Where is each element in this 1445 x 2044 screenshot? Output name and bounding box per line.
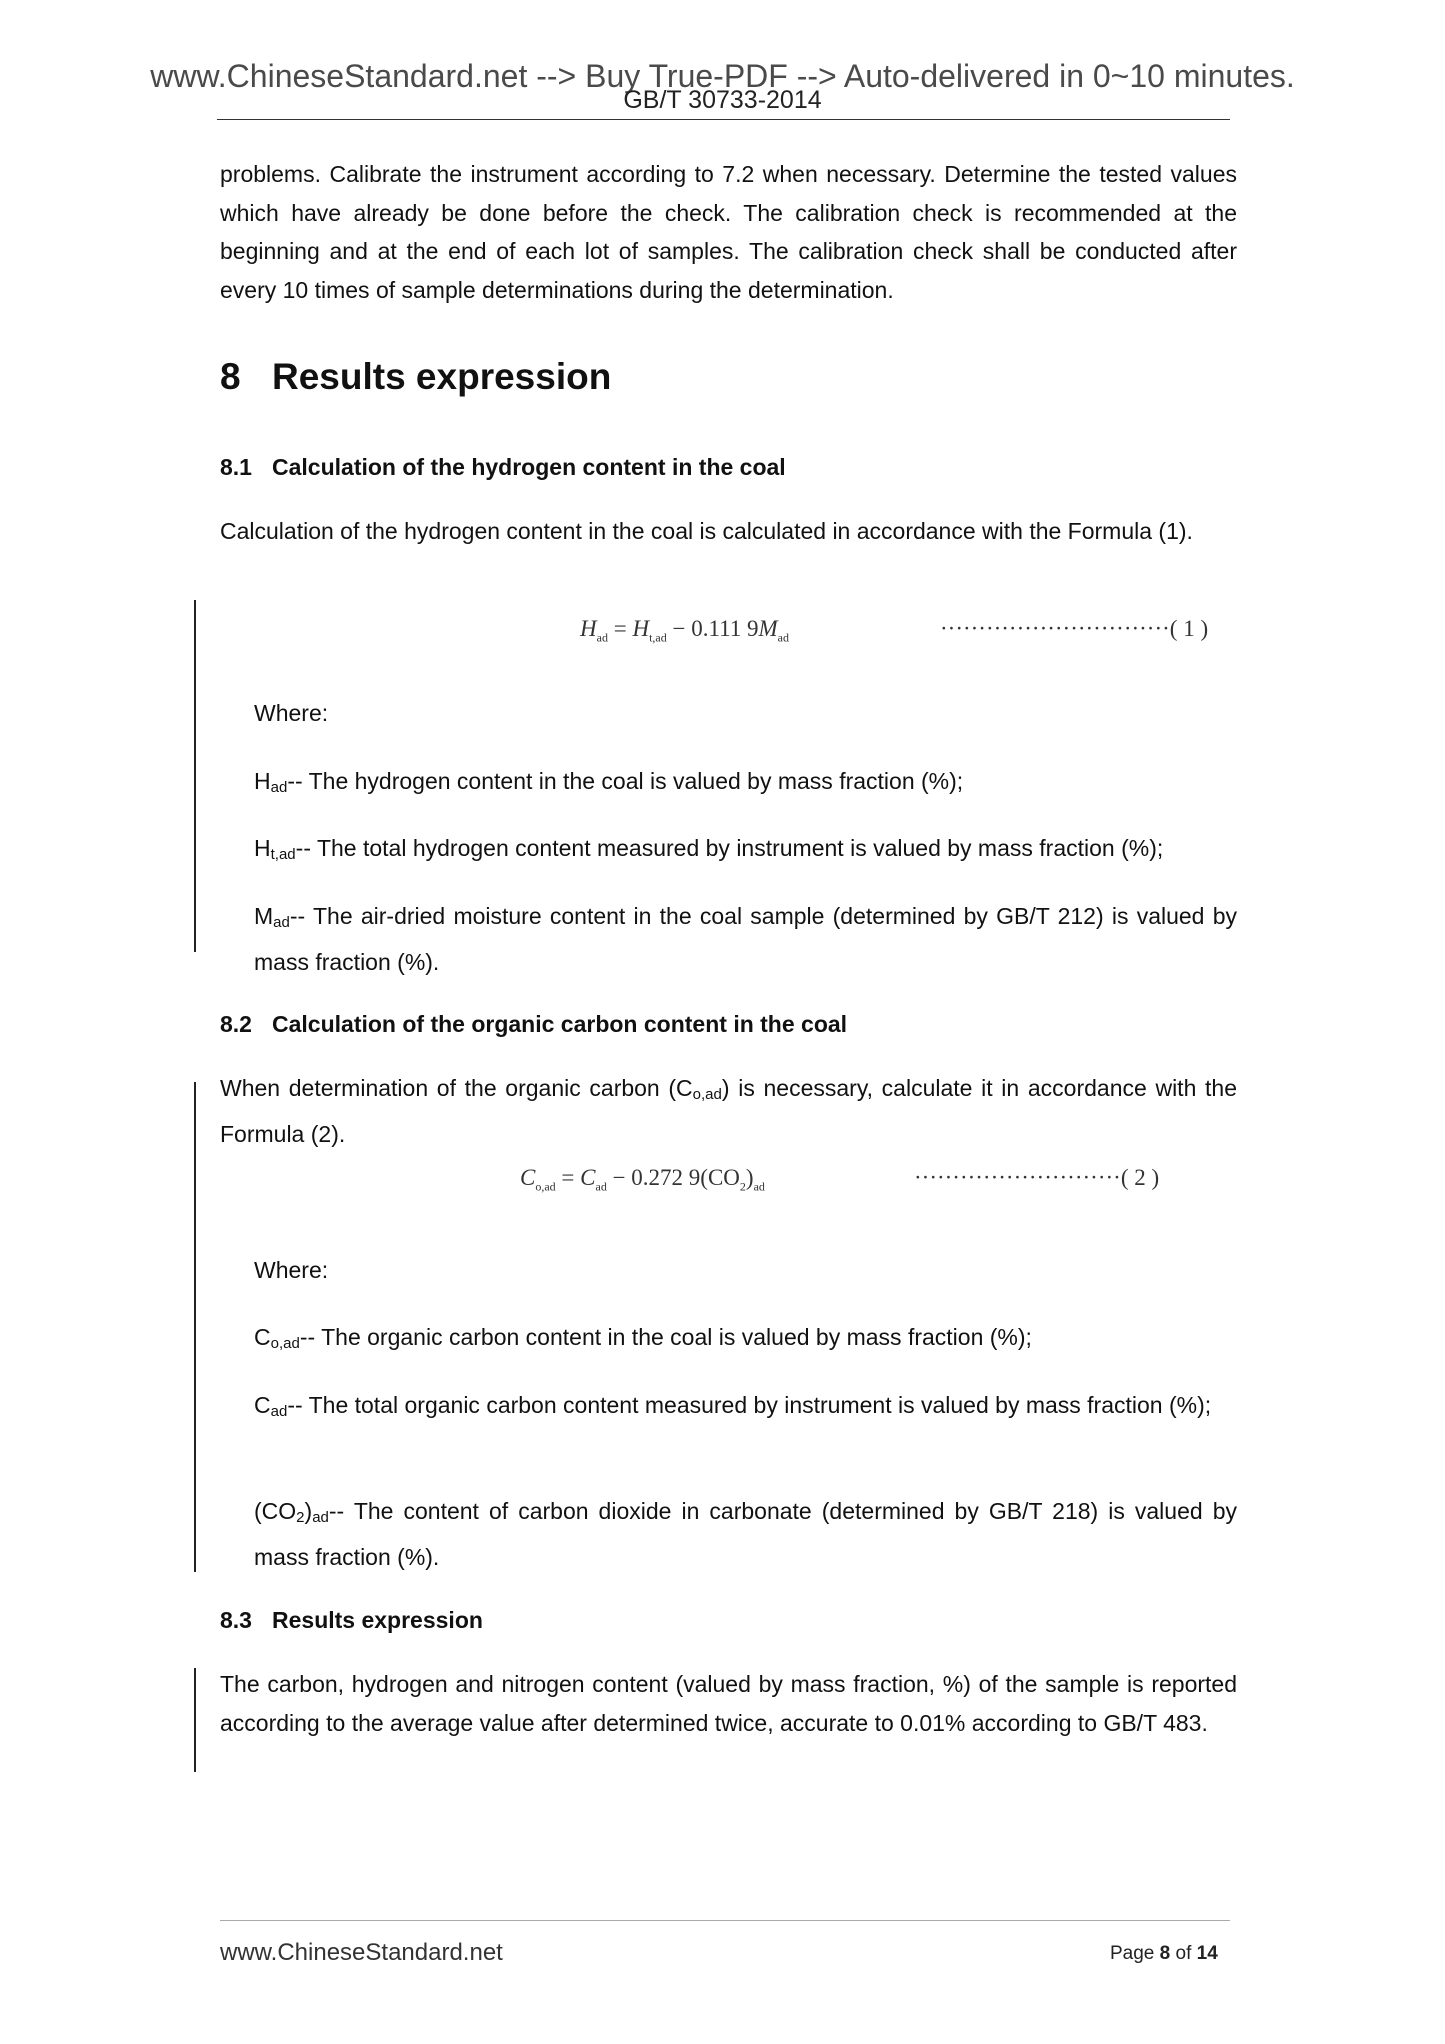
definition-symbol: H (254, 835, 271, 861)
formula-subscript: o,ad (535, 1179, 556, 1194)
definition-paren: ) (304, 1498, 313, 1524)
formula-subscript: t,ad (649, 630, 667, 645)
section-title: Results expression (272, 356, 612, 397)
definition-subscript: t,ad (270, 846, 296, 863)
header-divider (217, 119, 1230, 120)
formula-subscript: ad (753, 1179, 765, 1194)
top-banner: www.ChineseStandard.net --> Buy True-PDF --> Auto-delivered in 0~10 minutes. (150, 58, 1295, 94)
definition-co2-ad (254, 1492, 1237, 1576)
formula-1 (580, 616, 789, 646)
formula-leader-dots: ··························· (914, 1165, 1121, 1190)
definition-subscript: 2 (296, 1509, 305, 1526)
definition-text: -- The content of carbon dioxide in carbonate (determined by GB/T 218) is valued by mass fraction (%). (254, 1498, 1237, 1570)
footer-divider (220, 1920, 1230, 1921)
subsection-number: 8.3 (220, 1607, 252, 1633)
formula-operator: − 0.272 9(CO (606, 1165, 740, 1190)
subsection-8-1-text: Calculation of the hydrogen content in the coal is calculated in accordance with the Formula (1). (220, 518, 1193, 544)
section-8-heading (220, 355, 1237, 399)
formula-symbol: M (758, 616, 778, 641)
text-part: When determination of the organic carbon (C (220, 1075, 693, 1101)
definition-subscript: o,ad (270, 1335, 300, 1352)
formula-symbol: C (520, 1165, 536, 1190)
subsection-title: Results expression (272, 1607, 483, 1633)
subsection-8-3-text-block (220, 1665, 1237, 1742)
page-word: Page (1110, 1943, 1155, 1964)
formula-number: ( 2 ) (1120, 1165, 1160, 1190)
formula-equals: = (607, 616, 633, 641)
subsection-8-1-heading (220, 452, 1237, 482)
formula-symbol: C (580, 1165, 596, 1190)
subsection-title: Calculation of the organic carbon content in the coal (272, 1011, 848, 1037)
definition-symbol: M (254, 903, 274, 929)
definition-text: -- The total organic carbon content measured by instrument is valued by mass fraction (%); (287, 1392, 1212, 1418)
definition-text: -- The total hydrogen content measured by instrument is valued by mass fraction (%); (295, 835, 1164, 861)
formula-symbol: H (580, 616, 597, 641)
page-total: 14 (1196, 1943, 1218, 1964)
page-number: 8 (1159, 1943, 1171, 1964)
where-label-2-block (254, 1251, 1237, 1290)
intro-paragraph: problems. Calibrate the instrument according to 7.2 when necessary. Determine the tested values which have already be done before the check. The calibration check is recommended at the beginning and at the end of each lot of samples. The calibration check shall be conducted after every 10 times of sample determinations during the determination. (220, 161, 1237, 303)
of-word: of (1175, 1943, 1192, 1964)
definition-symbol: H (254, 768, 271, 794)
formula-subscript: ad (596, 630, 608, 645)
subsection-title: Calculation of the hydrogen content in the coal (272, 454, 786, 480)
formula-symbol: H (632, 616, 650, 641)
subsection-number: 8.2 (220, 1011, 252, 1037)
definition-m-ad (254, 897, 1237, 981)
where-label: Where: (254, 1257, 329, 1283)
definition-text: -- The hydrogen content in the coal is valued by mass fraction (%); (287, 768, 964, 794)
formula-subscript: ad (777, 630, 789, 645)
text-part: ) is necessary, calculate it in accordance with the Formula (2). (220, 1075, 1238, 1147)
intro-block (220, 155, 1237, 309)
subsection-number: 8.1 (220, 454, 252, 480)
page-indicator (1110, 1943, 1218, 1965)
where-label-1-block (254, 694, 1237, 733)
definition-symbol: (CO (254, 1498, 297, 1524)
formula-number: ( 1 ) (1169, 616, 1209, 641)
where-label: Where: (254, 700, 329, 726)
formula-leader-dots: ······························ (940, 616, 1170, 641)
definition-text: -- The organic carbon content in the coal is valued by mass fraction (%); (299, 1324, 1032, 1350)
formula-1-number (940, 616, 1208, 642)
definition-c-o-ad (254, 1318, 1237, 1364)
formula-equals: = (555, 1165, 581, 1190)
definition-subscript: ad (270, 1403, 288, 1420)
formula-subscript: ad (595, 1179, 607, 1194)
definition-c-ad (254, 1386, 1237, 1432)
formula-operator: − 0.111 9 (666, 616, 759, 641)
definition-subscript: ad (273, 914, 290, 931)
formula-subscript: 2 (739, 1179, 746, 1194)
section-number: 8 (220, 356, 241, 397)
standard-number: GB/T 30733-2014 (623, 86, 822, 114)
change-bar (194, 1668, 196, 1772)
subsection-8-2-heading (220, 1009, 1237, 1039)
subsection-8-1-text-block (220, 512, 1237, 551)
subsection-8-3-heading (220, 1605, 1237, 1635)
change-bar (194, 1082, 196, 1572)
definition-h-t-ad (254, 829, 1237, 875)
subsection-8-2-text-block (220, 1069, 1237, 1153)
formula-2-number (914, 1165, 1159, 1191)
subsection-8-3-text: The carbon, hydrogen and nitrogen content (valued by mass fraction, %) of the sample is reported according to the average value after determined twice, accurate to 0.01% according to GB/T 483. (220, 1671, 1237, 1736)
text-subscript: o,ad (692, 1086, 722, 1103)
definition-symbol: C (254, 1392, 271, 1418)
definition-subscript: ad (270, 779, 288, 796)
formula-paren: ) (745, 1165, 754, 1190)
definition-symbol: C (254, 1324, 271, 1350)
formula-2 (520, 1165, 765, 1195)
change-bar (194, 600, 196, 952)
definition-h-ad (254, 762, 1237, 808)
subsection-8-2-text (220, 1069, 1237, 1153)
definition-subscript: ad (312, 1509, 329, 1526)
definition-text: -- The air-dried moisture content in the coal sample (determined by GB/T 212) is valued by mass fraction (%). (254, 903, 1237, 975)
footer-site-link[interactable]: www.ChineseStandard.net (220, 1939, 503, 1966)
